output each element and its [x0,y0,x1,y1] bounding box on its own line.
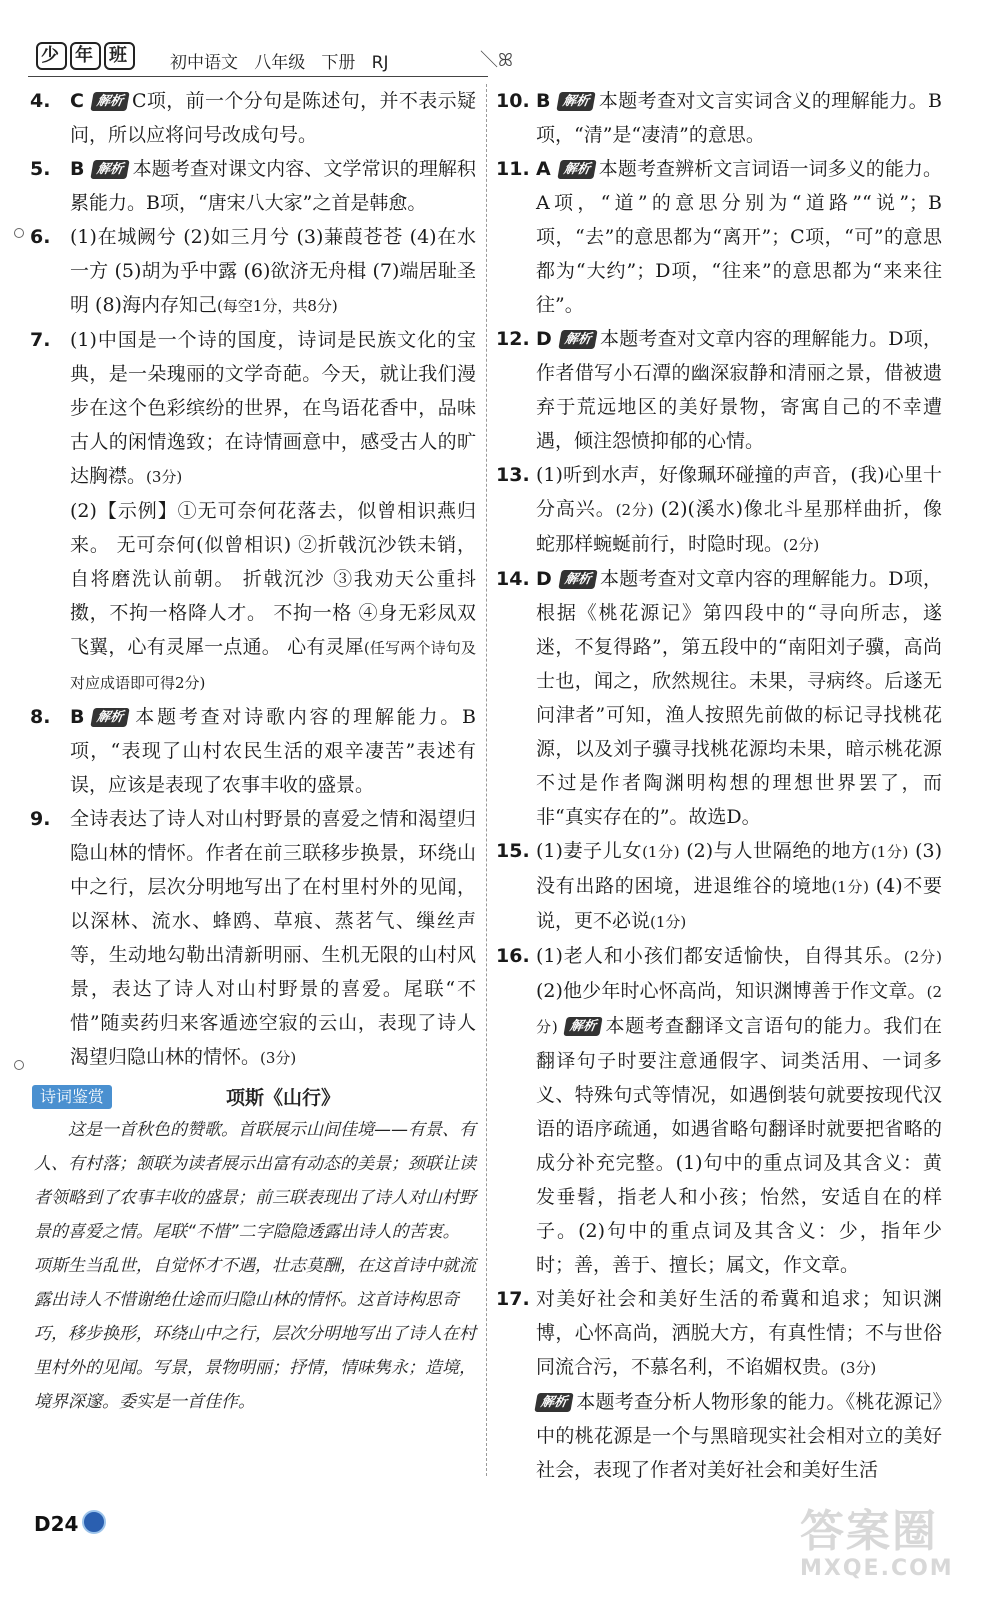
answer-item-5: 5. B 解析 本题考查对课文内容、文学常识的理解积累能力。B项，“唐宋八大家”之首是韩愈。 [30,158,476,214]
appreciation-body: 这是一首秋色的赞歌。首联展示山间佳境——有景、有人、有村落；颔联为读者展示出富有动态的美景；颈联让读者领略到了农事丰收的盛景；前三联表现出了诗人对山村野景的喜爱之情。尾联“不惜”二字隐隐透露出诗人的苦衷。项斯生当乱世，自觉怀才不遇，壮志莫酬，在这首诗中就流露出诗人不惜谢绝仕途而归隐山林的情怀。这首诗构思奇巧，移步换形，环绕山中之行，层次分明地写出了诗人在村里村外的见闻。写景，景物明丽；抒情，情味隽永；造境，境界深邃。委实是一首佳作。 [34,1120,476,1412]
brand-logo [36,42,138,70]
answer-item-9: 9. 全诗表达了诗人对山村野景的喜爱之情和渴望归隐山林的情怀。作者在前三联移步换景，环绕山中之行，层次分明地写出了在村里村外的见闻，以深林、流水、蜂鸥、草痕、蒸茗气、缫丝声等，生动地勾勒出清新明丽、生机无限的山村风景，表达了诗人对山村野景的喜爱。尾联“不惜”随卖药归来客遁迹空寂的云山，表现了诗人渴望归隐山林的情怀。(3分) [30,808,476,1068]
appreciation-title: 项斯《山行》 [226,1087,341,1109]
page-header [28,40,528,84]
book-info: 初中语文 八年级 下册 RJ [170,53,389,73]
answer-item-14: 14. D 解析 本题考查对文章内容的理解能力。D项，根据《桃花源记》第四段中的“寻向所志，遂迷，不复得路”，第五段中的“南阳刘子骥，高尚士也，闻之，欣然规往。未果，寻病终。后遂无问津者”可知，渔人按照先前做的标记寻找桃花源，以及刘子骥寻找桃花源均未果，暗示桃花源不过是作者陶渊明构想的理想世界罢了，而非“真实存在的”。故选D。 [496,568,942,828]
answer-item-8: 8. B 解析 本题考查对诗歌内容的理解能力。B项，“表现了山村农民生活的艰辛凄苦”表述有误，应该是表现了农事丰收的盛景。 [30,706,476,796]
right-column [496,84,942,1487]
left-column [30,84,476,1419]
analysis-tag: 解析 [558,330,597,349]
analysis-tag: 解析 [534,1393,573,1412]
binding-hole-icon [14,228,24,238]
analysis-tag: 解析 [90,92,129,111]
answer-item-10: 10. B 解析 本题考查对文言实词含义的理解能力。B项，“清”是“凄清”的意思。 [496,90,942,146]
binding-hole-icon [14,1060,24,1070]
appreciation-badge: 诗词鉴赏 [32,1085,112,1109]
analysis-tag: 解析 [91,708,130,727]
logo-char: 少 [36,42,67,70]
answer-item-13: 13. (1)听到水声，好像珮环碰撞的声音，(我)心里十分高兴。(2分) (2)(溪水)像北斗星那样曲折，像蛇那样蜿蜒前行，时隐时现。(2分) [496,464,942,555]
answer-item-4: 4. C 解析 C项，前一个分句是陈述句，并不表示疑问，所以应将问号改成句号。 [30,90,476,146]
column-divider [486,84,487,1476]
analysis-tag: 解析 [91,160,130,179]
answer-item-15: 15. (1)妻子儿女(1分) (2)与人世隔绝的地方(1分) (3)没有出路的困境，进退维谷的境地(1分) (4)不要说，更不必说(1分) [496,840,942,932]
logo-char: 班 [104,42,135,70]
answer-item-17: 17. 对美好社会和美好生活的希冀和追求；知识渊博，心怀高尚，洒脱大方，有真性情；不与世俗同流合污，不慕名利，不谄媚权贵。(3分) 解析 本题考查分析人物形象的能力。《桃花源记》中的桃花源是一个与黑暗现实社会相对立的美好社会，表现了作者对美好社会和美好生活 [496,1288,942,1481]
decoration-icon: ＼ꕤ [480,50,513,71]
answer-item-7: 7. (1)中国是一个诗的国度，诗词是民族文化的宝典，是一朵瑰丽的文学奇葩。今天，就让我们漫步在这个色彩缤纷的世界，在鸟语花香中，品味古人的闲情逸致；在诗情画意中，感受古人的旷达胸襟。(3分) (2)【示例】①无可奈何花落去，似曾相识燕归来。 无可奈何(似曾相识) ②折戟沉沙铁未销，自将磨洗认前朝。 折戟沉沙 ③我劝天公重抖擞，不拘一格降人才。 不拘一格 ④身无彩凤双飞翼，心有灵犀一点通。 心有灵犀(任写两个诗句及对应成语即可得2分) [30,329,476,692]
page-number: D24 [34,1510,106,1536]
answer-item-12: 12. D 解析 本题考查对文章内容的理解能力。D项，作者借写小石潭的幽深寂静和清丽之景，借被遗弃于荒远地区的美好景物，寄寓自己的不幸遭遇，倾注怨愤抑郁的心情。 [496,328,942,452]
globe-icon [82,1510,106,1534]
answer-item-11: 11. A 解析 本题考查辨析文言词语一词多义的能力。A项，“道”的意思分别为“道路”“说”；B项，“去”的意思都为“离开”；C项，“可”的意思都为“大约”；D项，“往来”的意思都为“来来往往”。 [496,158,942,316]
analysis-tag: 解析 [563,1017,602,1036]
watermark: 答案圈 MXQE.COM [800,1506,954,1581]
appreciation-header [30,1079,476,1113]
header-rule [28,76,488,77]
analysis-tag: 解析 [557,92,596,111]
answer-item-16: 16. (1)老人和小孩们都安适愉快，自得其乐。(2分) (2)他少年时心怀高尚，知识渊博善于作文章。(2分) 解析 本题考查翻译文言语句的能力。我们在翻译句子时要注意通假字、词类活用、一词多义、特殊句式等情况，如遇倒装句就要按现代汉语的语序疏通，如遇省略句翻译时就要把省略的成分补充完整。(1)句中的重点词及其含义：黄发垂髫，指老人和小孩；怡然，安适自在的样子。(2)句中的重点词及其含义：少，指年少时；善，善于、擅长；属文，作文章。 [496,945,942,1276]
analysis-tag: 解析 [558,570,597,589]
analysis-tag: 解析 [557,160,596,179]
logo-char: 年 [70,42,101,70]
answer-item-6: 6. (1)在城阙兮 (2)如三月兮 (3)蒹葭苍苍 (4)在水一方 (5)胡为乎中露 (6)欲济无舟楫 (7)端居耻圣明 (8)海内存知己(每空1分，共8分) [30,226,476,316]
